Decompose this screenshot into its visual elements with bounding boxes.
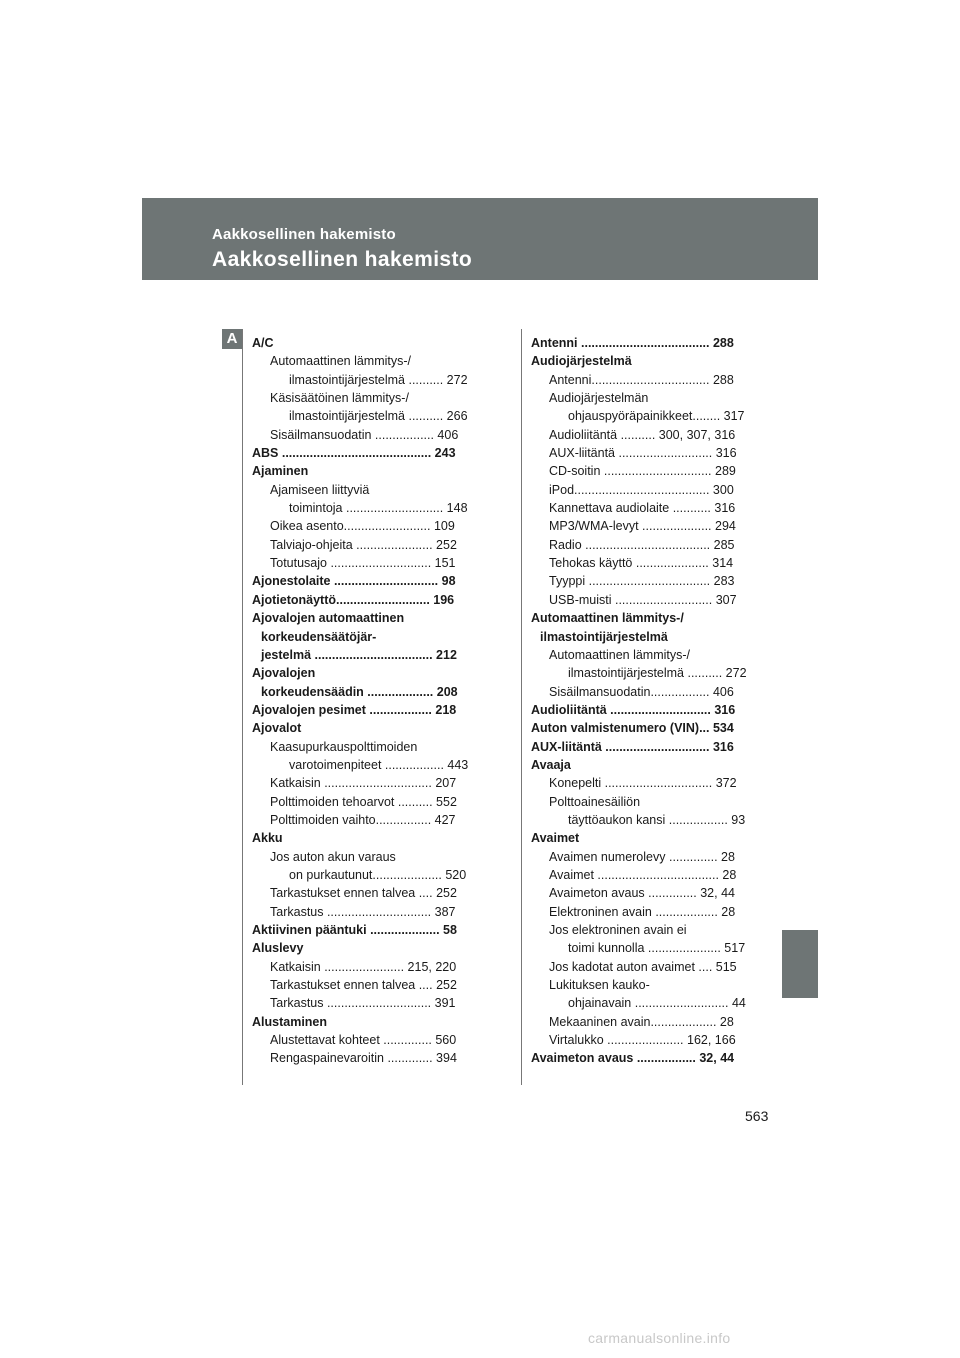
index-entry: Alustaminen [252,1014,328,1029]
index-entry: Avaaja [531,757,571,772]
index-subentry: Mekaaninen avain................... 28 [549,1014,734,1029]
index-subentry: Käsisäätöinen lämmitys-/ [270,391,409,406]
index-entry: ilmastointijärjestelmä [540,629,668,644]
index-entry: Akku [252,831,283,846]
column-divider-right [521,329,522,1085]
index-subentry: Sisäilmansuodatin................. 406 [549,684,734,699]
index-subentry: MP3/WMA-levyt .................... 294 [549,519,736,534]
index-subentry: Automaattinen lämmitys-/ [270,354,412,369]
index-subentry: Konepelti ............................... 372 [549,776,737,791]
index-subentry: AUX-liitäntä ........................... 316 [549,446,737,461]
index-subentry: Audiojärjestelmän [549,391,649,406]
index-subentry: USB-muisti ............................ 307 [549,592,737,607]
index-entry: Avaimet [531,831,580,846]
index-entry: Aktiivinen pääntuki .................... 58 [252,923,457,937]
index-entry: A/C [252,336,274,350]
index-subentry: Ajamiseen liittyviä [270,482,370,497]
index-subentry: Tyyppi ................................... 283 [549,574,735,589]
index-subentry: Virtalukko ...................... 162, 166 [549,1033,736,1048]
index-entry: Automaattinen lämmitys-/ [531,611,684,626]
index-entry: Ajaminen [252,464,309,479]
index-entry: Ajovalojen automaattinen [252,611,405,626]
watermark: carmanualsonline.info [588,1330,731,1346]
index-entry: Audiojärjestelmä [531,354,632,369]
index-subentry: Polttimoiden tehoarvot .......... 552 [270,794,457,809]
index-subentry: Antenni.................................. 288 [549,372,734,387]
index-entry: Avaimeton avaus ................. 32, 44 [531,1051,735,1066]
index-entry: Auton valmistenumero (VIN)... 534 [531,721,734,736]
index-subentry: Tehokas käyttö ..................... 314 [549,556,734,571]
index-subentry: Jos kadotat auton avaimet .... 515 [549,959,737,974]
index-column-left [252,334,471,1068]
index-subentry: Polttimoiden vaihto................ 427 [270,812,456,827]
index-entry: AUX-liitäntä .............................. 316 [531,739,734,754]
index-entry: Antenni ..................................... 288 [531,336,734,350]
index-subentry: Alustettavat kohteet .............. 560 [270,1033,457,1048]
index-subentry: ilmastointijärjestelmä .......... 272 [568,666,747,681]
index-entry: Ajovalojen [252,666,316,681]
index-subentry: Rengaspainevaroitin ............. 394 [270,1051,457,1066]
header-subtitle: Aakkosellinen hakemisto [212,226,396,243]
index-entry: korkeudensäädin ................... 208 [261,684,458,699]
index-subentry: Katkaisin ....................... 215, 220 [270,959,457,974]
index-subentry: ohjainavain ........................... 44 [568,996,746,1011]
index-subentry: Radio .................................... 285 [549,537,735,552]
index-subentry: Avaimen numerolevy .............. 28 [549,849,735,864]
index-subentry: Audioliitäntä .......... 300, 307, 316 [549,427,736,442]
header-band [142,198,818,280]
thumb-index-tab [782,930,818,998]
index-column-right [531,334,750,1068]
index-subentry: ohjauspyöräpainikkeet........ 317 [568,409,745,424]
index-subentry: Tarkastukset ennen talvea .... 252 [270,886,457,901]
index-subentry: CD-soitin ............................... 289 [549,464,736,479]
page-title: Aakkosellinen hakemisto [212,248,473,271]
index-entry: korkeudensäätöjär- [261,629,377,644]
index-subentry: Jos elektroninen avain ei [549,923,687,937]
index-subentry: varotoimenpiteet ................. 443 [289,757,469,772]
index-entry: Audioliitäntä ............................. 316 [531,702,736,717]
index-subentry: Kaasupurkauspolttimoiden [270,739,418,754]
index-subentry: Avaimeton avaus .............. 32, 44 [549,886,735,901]
index-subentry: Oikea asento......................... 109 [270,519,455,534]
index-entry: ABS ........................................... 243 [252,446,456,461]
index-subentry: iPod....................................... 300 [549,482,734,497]
index-subentry: Kannettava audiolaite ........... 316 [549,501,736,516]
index-subentry: toimintoja ............................ 148 [289,501,468,516]
index-subentry: Talviajo-ohjeita ...................... 252 [270,537,457,552]
index-subentry: Automaattinen lämmitys-/ [549,647,691,662]
index-subentry: Jos auton akun varaus [270,849,396,864]
index-entry: Aluslevy [252,941,304,956]
index-subentry: toimi kunnolla ..................... 517 [568,941,746,956]
index-entry: jestelmä .................................. 212 [261,647,457,662]
index-subentry: ilmastointijärjestelmä .......... 272 [289,372,468,387]
index-subentry: ilmastointijärjestelmä .......... 266 [289,409,468,424]
page-number: 563 [745,1108,769,1124]
index-subentry: Tarkastukset ennen talvea .... 252 [270,978,457,993]
section-letter-tab: A [222,329,242,349]
index-subentry: Katkaisin ............................... 207 [270,776,457,791]
index-subentry: Tarkastus .............................. 391 [270,996,456,1011]
index-subentry: Lukituksen kauko- [549,978,650,993]
index-entry: Ajovalojen pesimet .................. 218 [252,702,457,717]
index-subentry: täyttöaukon kansi ................. 93 [568,812,746,827]
index-subentry: Totutusajo ............................. 151 [270,556,456,571]
index-subentry: Sisäilmansuodatin ................. 406 [270,427,459,442]
index-subentry: Tarkastus .............................. 387 [270,904,456,919]
index-subentry: Polttoainesäiliön [549,794,641,809]
column-divider-left [242,329,243,1085]
index-subentry: Avaimet ................................... 28 [549,867,737,882]
index-subentry: on purkautunut.................... 520 [289,867,467,882]
index-entry: Ajovalot [252,721,302,736]
index-subentry: Elektroninen avain .................. 28 [549,904,736,919]
index-entry: Ajotietonäyttö........................... 196 [252,592,455,607]
index-entry: Ajonestolaite .............................. 98 [252,574,456,589]
